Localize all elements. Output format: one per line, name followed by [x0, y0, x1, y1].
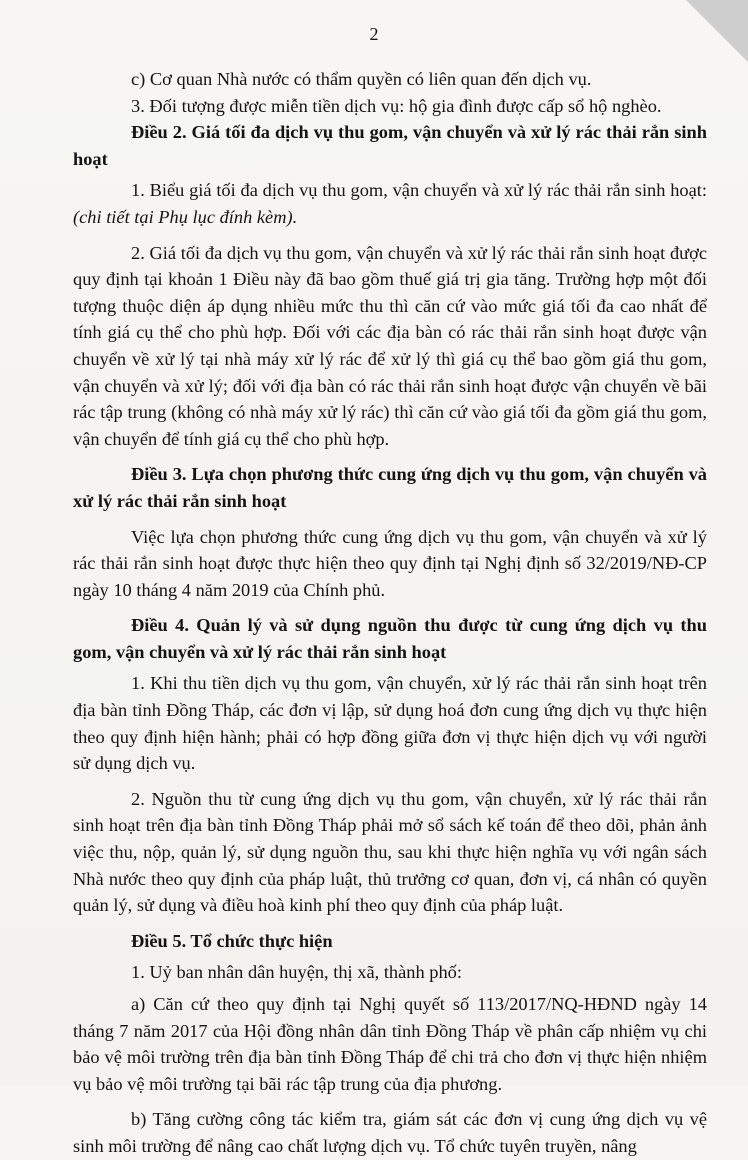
article-3-heading: Điều 3. Lựa chọn phương thức cung ứng dịch vụ thu gom, vận chuyển và xử lý rác thải rắn sinh hoạt	[73, 464, 707, 511]
paragraph-item-c: c) Cơ quan Nhà nước có thẩm quyền có liên quan đến dịch vụ.	[131, 69, 592, 89]
article-4-heading: Điều 4. Quản lý và sử dụng nguồn thu được từ cung ứng dịch vụ thu gom, vận chuyển và xử lý rác thải rắn sinh hoạt	[73, 615, 707, 662]
article-5-item-a: a) Căn cứ theo quy định tại Nghị quyết số 113/2017/NQ-HĐND ngày 14 tháng 7 năm 2017 của Hội đồng nhân dân tỉnh Đồng Tháp về phân cấp nhiệm vụ chi bảo vệ môi trường trên địa bàn tỉnh Đồng Tháp để chi trả cho đơn vị thực hiện nhiệm vụ bảo vệ môi trường tại bãi rác tập trung của địa phương.	[73, 994, 707, 1094]
article-2-clause-1-text: 1. Biểu giá tối đa dịch vụ thu gom, vận chuyển và xử lý rác thải rắn sinh hoạt:	[131, 180, 707, 201]
paragraph-exempt-subjects: 3. Đối tượng được miễn tiền dịch vụ: hộ gia đình được cấp sổ hộ nghèo.	[131, 95, 662, 116]
article-2-clause-2: 2. Giá tối đa dịch vụ thu gom, vận chuyển và xử lý rác thải rắn sinh hoạt được quy định tại khoản 1 Điều này đã bao gồm thuế giá trị gia tăng. Trường hợp một đối tượng thuộc diện áp dụng nhiều mức thu thì căn cứ vào mức giá tối đa cao nhất để tính giá cụ thể cho phù hợp. Đối với các địa bàn có rác thải rắn sinh hoạt được vận chuyển về xử lý tại nhà máy xử lý rác để xử lý thì giá cụ thể bao gồm giá thu gom, vận chuyển và xử lý; đối với địa bàn có rác thải rắn sinh hoạt được vận chuyển về bãi rác tập trung (không có nhà máy xử lý rác) thì căn cứ vào giá tối đa gồm giá thu gom, vận chuyển để tính giá cụ thể cho phù hợp.	[73, 242, 707, 449]
article-4-clause-1: 1. Khi thu tiền dịch vụ thu gom, vận chuyển, xử lý rác thải rắn sinh hoạt trên địa bàn tỉnh Đồng Tháp, các đơn vị lập, sử dụng hoá đơn cung ứng dịch vụ thực hiện theo quy định hiện hành; phải có hợp đồng giữa đơn vị thực hiện dịch vụ với người sử dụng dịch vụ.	[73, 673, 707, 774]
article-3-body: Việc lựa chọn phương thức cung ứng dịch vụ thu gom, vận chuyển và xử lý rác thải rắn sinh hoạt được thực hiện theo quy định tại Nghị định số 32/2019/NĐ-CP ngày 10 tháng 4 năm 2019 của Chính phủ.	[73, 526, 707, 600]
page-number: 2	[369, 24, 379, 44]
article-2-clause-1	[73, 177, 707, 230]
appendix-reference: (chi tiết tại Phụ lục đính kèm).	[73, 206, 298, 227]
article-2-heading: Điều 2. Giá tối đa dịch vụ thu gom, vận chuyển và xử lý rác thải rắn sinh hoạt	[73, 122, 707, 169]
article-5-heading: Điều 5. Tổ chức thực hiện	[131, 930, 333, 951]
article-5-clause-1: 1. Uỷ ban nhân dân huyện, thị xã, thành phố:	[131, 962, 462, 983]
document-body	[73, 66, 707, 1160]
article-5-item-b: b) Tăng cường công tác kiểm tra, giám sát các đơn vị cung ứng dịch vụ vệ sinh môi trường để nâng cao chất lượng dịch vụ. Tổ chức tuyên truyền, nâng	[73, 1109, 707, 1156]
article-4-clause-2: 2. Nguồn thu từ cung ứng dịch vụ thu gom, vận chuyển, xử lý rác thải rắn sinh hoạt trên địa bàn tỉnh Đồng Tháp phải mở sổ sách kế toán để theo dõi, phản ảnh việc thu, nộp, quản lý, sử dụng nguồn thu, sau khi thực hiện nghĩa vụ với ngân sách Nhà nước theo quy định của pháp luật, thủ trưởng cơ quan, đơn vị, cá nhân có quyền quản lý, sử dụng và điều hoà kinh phí theo quy định của pháp luật.	[73, 788, 707, 916]
